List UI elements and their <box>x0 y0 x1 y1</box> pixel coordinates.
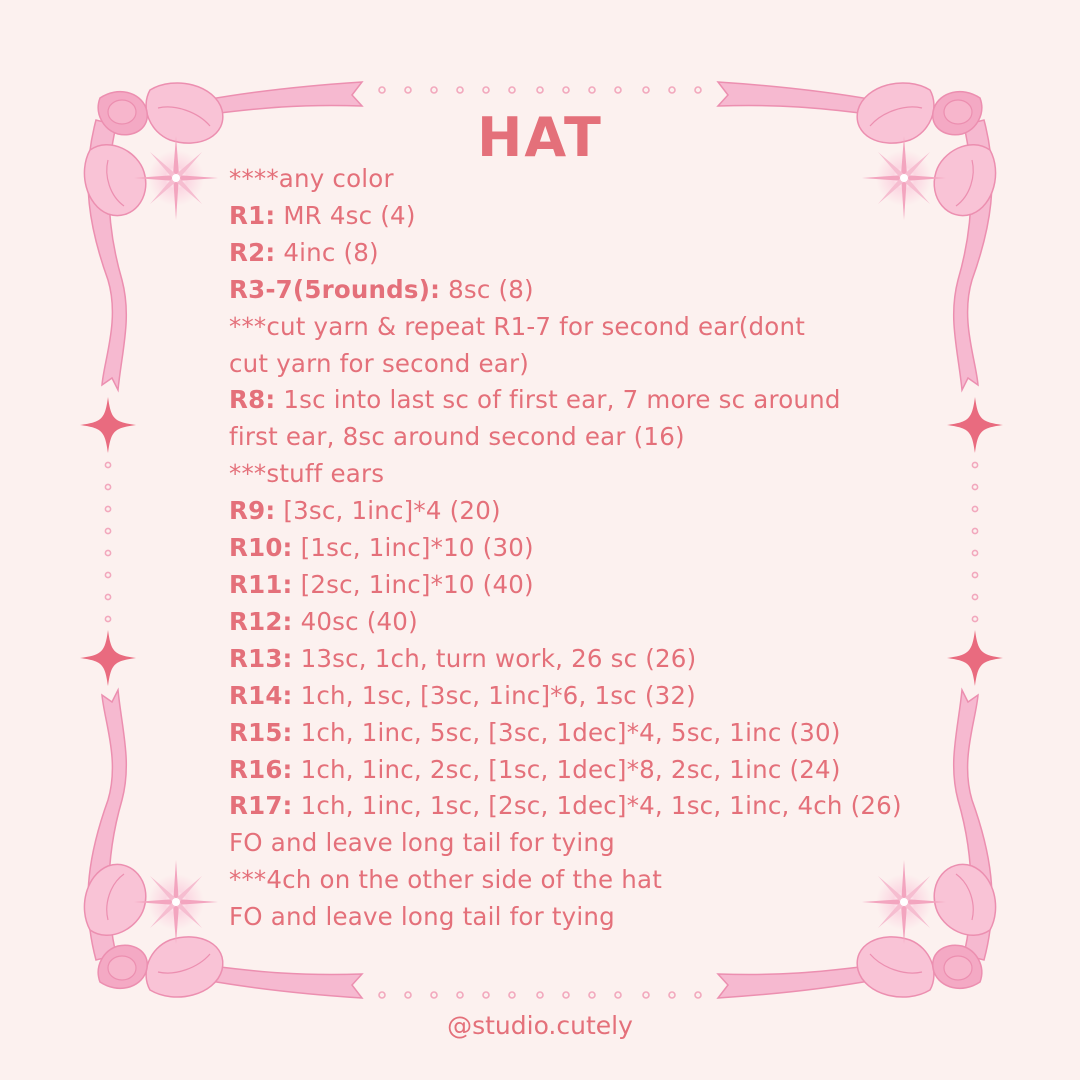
pattern-line <box>229 899 949 936</box>
pattern-line <box>229 825 949 862</box>
round-text: 13sc, 1ch, turn work, 26 sc (26) <box>300 643 697 673</box>
round-text: ***4ch on the other side of the hat <box>229 865 663 895</box>
round-text: 1ch, 1inc, 1sc, [2sc, 1dec]*4, 1sc, 1inc, 4ch (26) <box>300 791 902 821</box>
pattern-line <box>229 493 949 530</box>
pattern-line <box>229 752 949 789</box>
pattern-line <box>229 272 949 309</box>
pattern-line <box>229 604 949 641</box>
pattern-line <box>229 419 949 456</box>
round-text: 40sc (40) <box>300 606 418 636</box>
round-label: R11: <box>229 569 293 599</box>
round-label: R15: <box>229 717 293 747</box>
round-label: R16: <box>229 754 293 784</box>
round-label: R13: <box>229 643 293 673</box>
pattern-line <box>229 715 949 752</box>
round-text: [3sc, 1inc]*4 (20) <box>283 496 501 526</box>
pattern-line <box>229 862 949 899</box>
round-text: ****any color <box>229 164 394 193</box>
round-label: R14: <box>229 680 293 710</box>
round-text: first ear, 8sc around second ear (16) <box>229 422 685 452</box>
pattern-line <box>229 198 949 235</box>
round-label: R2: <box>229 237 276 267</box>
pattern-line <box>229 678 949 715</box>
round-text: MR 4sc (4) <box>283 200 416 230</box>
round-label: R17: <box>229 791 293 821</box>
round-text: 4inc (8) <box>283 237 379 267</box>
pattern-line <box>229 641 949 678</box>
round-text: ***stuff ears <box>229 459 385 489</box>
round-label: R12: <box>229 606 293 636</box>
round-text: 1ch, 1sc, [3sc, 1inc]*6, 1sc (32) <box>300 680 696 710</box>
pattern-line <box>229 382 949 419</box>
pattern-line <box>229 235 949 272</box>
round-text: FO and leave long tail for tying <box>229 902 615 932</box>
pattern-line <box>229 346 949 383</box>
round-text: 8sc (8) <box>448 274 534 304</box>
pattern-instructions <box>229 161 949 936</box>
round-text: FO and leave long tail for tying <box>229 828 615 858</box>
round-text: ***cut yarn & repeat R1-7 for second ear(dont <box>229 311 806 341</box>
pattern-line <box>229 456 949 493</box>
pattern-line <box>229 161 949 198</box>
pattern-line <box>229 788 949 825</box>
pattern-line <box>229 530 949 567</box>
round-text: 1ch, 1inc, 5sc, [3sc, 1dec]*4, 5sc, 1inc (30) <box>300 717 841 747</box>
round-label: R8: <box>229 385 276 415</box>
round-label: R9: <box>229 496 276 526</box>
pattern-line <box>229 309 949 346</box>
round-text: 1sc into last sc of first ear, 7 more sc around <box>283 385 841 415</box>
footer-handle: @studio.cutely <box>447 1011 633 1040</box>
round-text: [1sc, 1inc]*10 (30) <box>300 533 534 563</box>
pattern-line <box>229 567 949 604</box>
page-title: HAT <box>477 106 603 169</box>
round-label: R1: <box>229 200 276 230</box>
round-label: R10: <box>229 533 293 563</box>
round-text: 1ch, 1inc, 2sc, [1sc, 1dec]*8, 2sc, 1inc (24) <box>300 754 841 784</box>
round-text: [2sc, 1inc]*10 (40) <box>300 569 534 599</box>
round-text: cut yarn for second ear) <box>229 348 530 378</box>
round-label: R3-7(5rounds): <box>229 274 441 304</box>
